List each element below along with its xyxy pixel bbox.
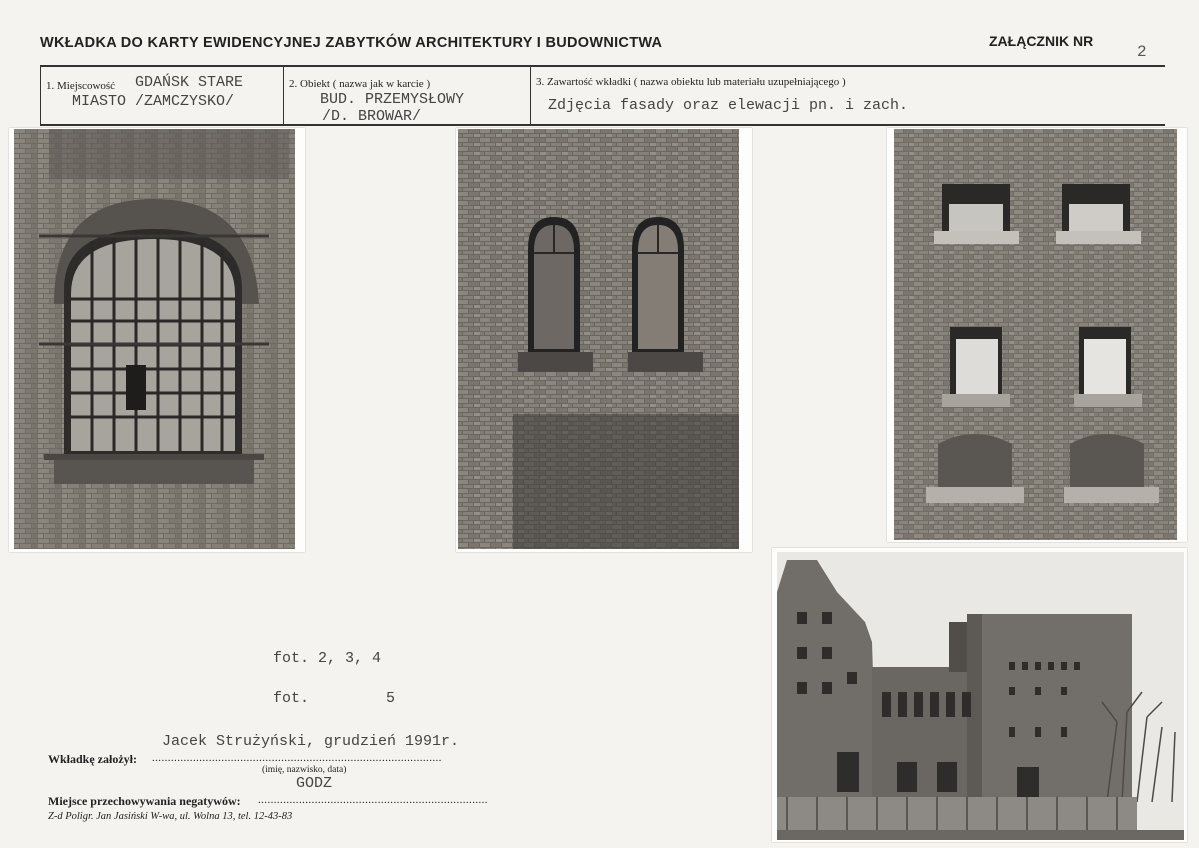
locality-label: 1. Miejscowość (46, 80, 116, 92)
content-value: Zdjęcia fasady oraz elewacji pn. i zach. (548, 97, 909, 114)
object-value-line1: BUD. PRZEMYSŁOWY (320, 91, 465, 108)
field-divider-2 (530, 66, 531, 124)
locality-value-line1: GDAŃSK STARE (135, 74, 244, 91)
header-rule-bottom (40, 124, 1165, 126)
photo-ref-line1: fot. 2, 3, 4 (273, 650, 382, 667)
photo-building-exterior (777, 552, 1184, 840)
header-rule-top (40, 65, 1165, 67)
printer-imprint: Z-d Poligr. Jan Jasiński W-wa, ul. Wolna 13, tel. 12-43-83 (48, 811, 293, 822)
document-title: WKŁADKA DO KARTY EWIDENCYJNEJ ZABYTKÓW ARCHITEKTURY I BUDOWNICTWA (40, 35, 663, 51)
author-label: Wkładkę założył: (48, 752, 137, 766)
photo-twin-windows (458, 129, 739, 549)
storage-label: Miejsce przechowywania negatywów: (48, 794, 241, 808)
photo-facade-windows (894, 129, 1177, 540)
annex-number: 2 (1137, 43, 1147, 61)
author-dotted-line: ............................................................................................ (152, 752, 442, 764)
author-value: Jacek Strużyński, grudzień 1991r. (162, 733, 460, 750)
photo-barred-window (14, 129, 295, 549)
object-label: 2. Obiekt ( nazwa jak w karcie ) (289, 78, 431, 90)
locality-value-line2: MIASTO /ZAMCZYSKO/ (72, 93, 235, 110)
photo-ref-line2-prefix: fot. (273, 690, 310, 707)
field-divider-left (40, 66, 41, 124)
storage-dotted-line: ......................................................................... (258, 794, 488, 806)
photo-ref-line2-number: 5 (386, 690, 396, 707)
storage-value: GODZ (296, 775, 333, 792)
annex-label: ZAŁĄCZNIK NR (989, 33, 1094, 49)
field-divider-1 (283, 66, 284, 124)
content-label: 3. Zawartość wkładki ( nazwa obiektu lub materiału uzupełniającego ) (536, 76, 846, 88)
author-hint: (imię, nazwisko, data) (262, 765, 347, 775)
object-value-line2: /D. BROWAR/ (322, 108, 422, 125)
